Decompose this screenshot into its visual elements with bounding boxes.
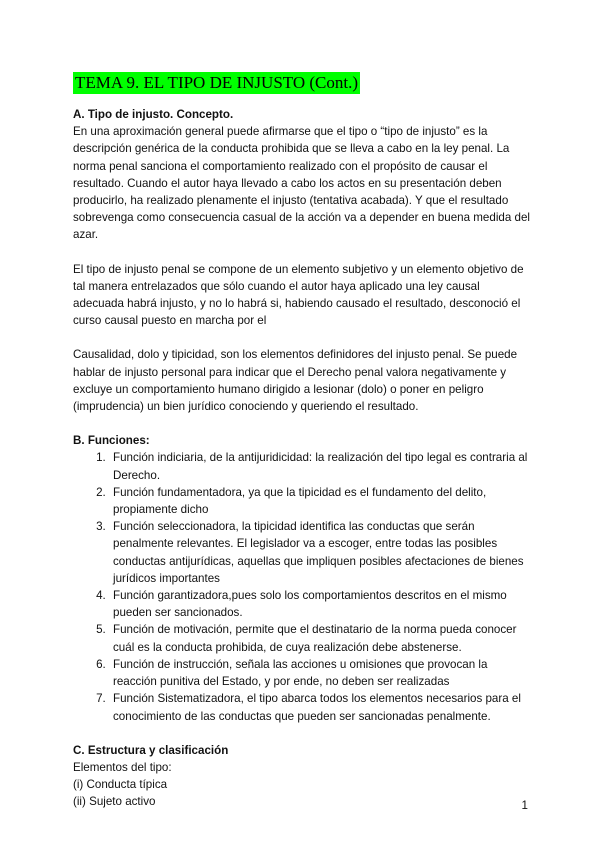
section-a-heading: A. Tipo de injusto. Concepto. — [73, 108, 234, 121]
section-c-heading: C. Estructura y clasificación — [73, 743, 229, 757]
page-title: TEMA 9. EL TIPO DE INJUSTO (Cont.) — [75, 73, 359, 92]
document-page — [73, 72, 533, 811]
list-item: 5. Función de motivación, permite que el destinatario de la norma pueda conocer cuál es la conducta prohibida, de cuya realización debe abstenerse. — [109, 621, 533, 655]
section-c-line: Elementos del tipo: — [73, 760, 172, 774]
section-b-heading: B. Funciones: — [73, 434, 150, 448]
section-a-paragraph-1: En una aproximación general puede afirmarse que el tipo o “tipo de injusto” es la descripción genérica de la conducta prohibida que se lleva a cabo en la ley penal. La norma penal sanciona el comportamiento realizado con el propósito de causar el resultado. Cuando el autor haya llevado a cabo los actos en su presentación deben producirlo, ha realizado plenamente el injusto (tentativa acabada). Y que el resultado sobrevenga como consecuencia casual de la acción va a depender en buena medida del azar. — [73, 125, 530, 242]
functions-list — [73, 449, 533, 724]
list-item: 7. Función Sistematizadora, el tipo abarca todos los elementos necesarios para el conocimiento de las conductas que pueden ser sancionadas penalmente. — [109, 690, 533, 724]
list-item: 3. Función seleccionadora, la tipicidad identifica las conductas que serán penalmente relevantes. El legislador va a escoger, entre todas las posibles conductas antijurídicas, aquellas que impliquen posibles afectaciones de bienes jurídicos importantes — [109, 518, 533, 587]
list-item: 6. Función de instrucción, señala las acciones u omisiones que provocan la reacción punitiva del Estado, y por ende, no deben ser realizadas — [109, 656, 533, 690]
section-a-paragraph-2: El tipo de injusto penal se compone de un elemento subjetivo y un elemento objetivo de tal manera entrelazados que sólo cuando el autor haya aplicado una ley causal adecuada habrá injusto, y no lo habrá si, habiendo causado el resultado, desconoció el curso causal puesto en marcha por el — [73, 262, 524, 328]
section-c-line: (ii) Sujeto activo — [73, 795, 156, 809]
list-item: 4. Función garantizadora,pues solo los comportamientos descritos en el mismo pueden ser sancionados. — [109, 587, 533, 621]
list-item: 1. Función indiciaria, de la antijuridicidad: la realización del tipo legal es contraria al Derecho. — [109, 449, 533, 483]
section-c-line: (i) Conducta típica — [73, 778, 168, 792]
section-a-paragraph-3: Causalidad, dolo y tipicidad, son los elementos definidores del injusto penal. Se puede hablar de injusto personal para indicar que el Derecho penal valora negativamente y excluye un comportamiento humano dirigido a lesionar (dolo) o poner en peligro (imprudencia) un bien jurídico conociendo y queriendo el resultado. — [73, 348, 518, 414]
list-item: 2. Función fundamentadora, ya que la tipicidad es el fundamento del delito, propiamente dicho — [109, 484, 533, 518]
page-number: 1 — [521, 799, 528, 812]
